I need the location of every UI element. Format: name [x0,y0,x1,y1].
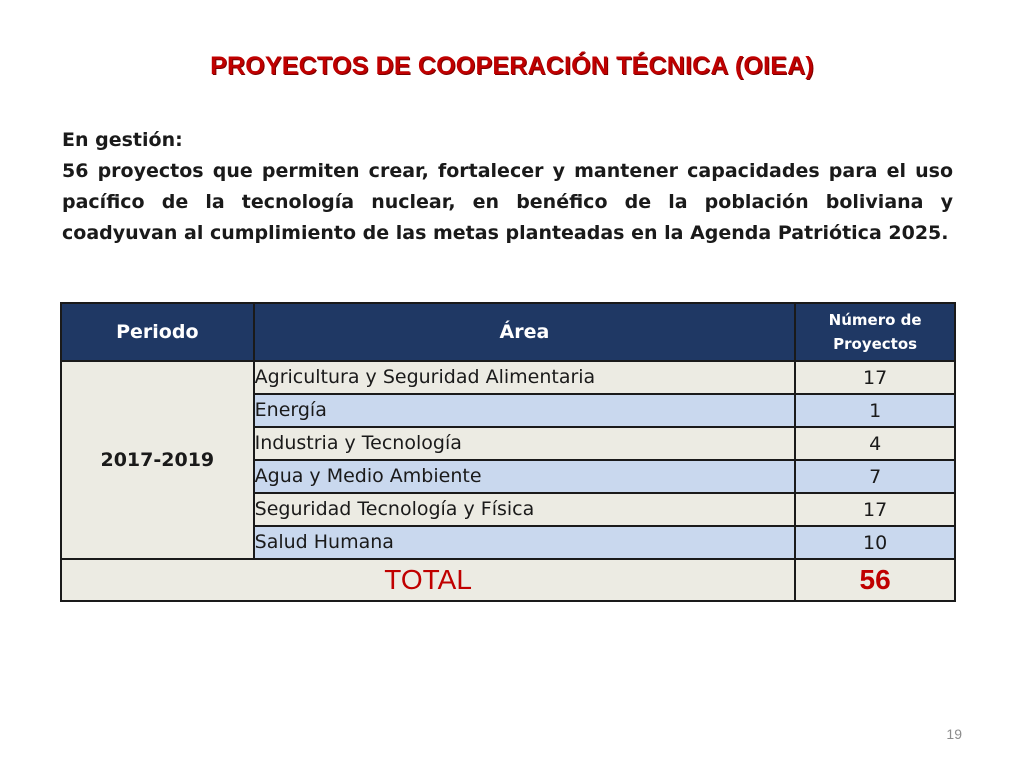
intro-text [62,125,953,249]
area-cell: Agricultura y Seguridad Alimentaria [254,361,796,394]
count-cell: 17 [795,361,955,394]
page-number: 19 [946,726,962,742]
area-cell: Salud Humana [254,526,796,559]
period-cell: 2017-2019 [61,361,254,559]
total-value: 56 [795,559,955,601]
table-header-row [61,303,955,361]
count-cell: 10 [795,526,955,559]
header-period: Periodo [61,303,254,361]
total-row [61,559,955,601]
header-area: Área [254,303,796,361]
area-cell: Industria y Tecnología [254,427,796,460]
intro-heading: En gestión: [62,129,183,151]
count-cell: 7 [795,460,955,493]
slide-title: PROYECTOS DE COOPERACIÓN TÉCNICA (OIEA) [210,52,814,80]
count-cell: 1 [795,394,955,427]
area-cell: Energía [254,394,796,427]
count-cell: 4 [795,427,955,460]
projects-table [60,302,956,602]
count-cell: 17 [795,493,955,526]
total-label: TOTAL [61,559,795,601]
header-count: Número de Proyectos [795,303,955,361]
intro-paragraph: 56 proyectos que permiten crear, fortalecer y mantener capacidades para el uso pacífico de la tecnología nuclear, en benéfico de la población boliviana y coadyuvan al cumplimiento de las metas planteadas en la Agenda Patriótica 2025. [62,160,953,244]
area-cell: Agua y Medio Ambiente [254,460,796,493]
table-row [61,361,955,394]
area-cell: Seguridad Tecnología y Física [254,493,796,526]
